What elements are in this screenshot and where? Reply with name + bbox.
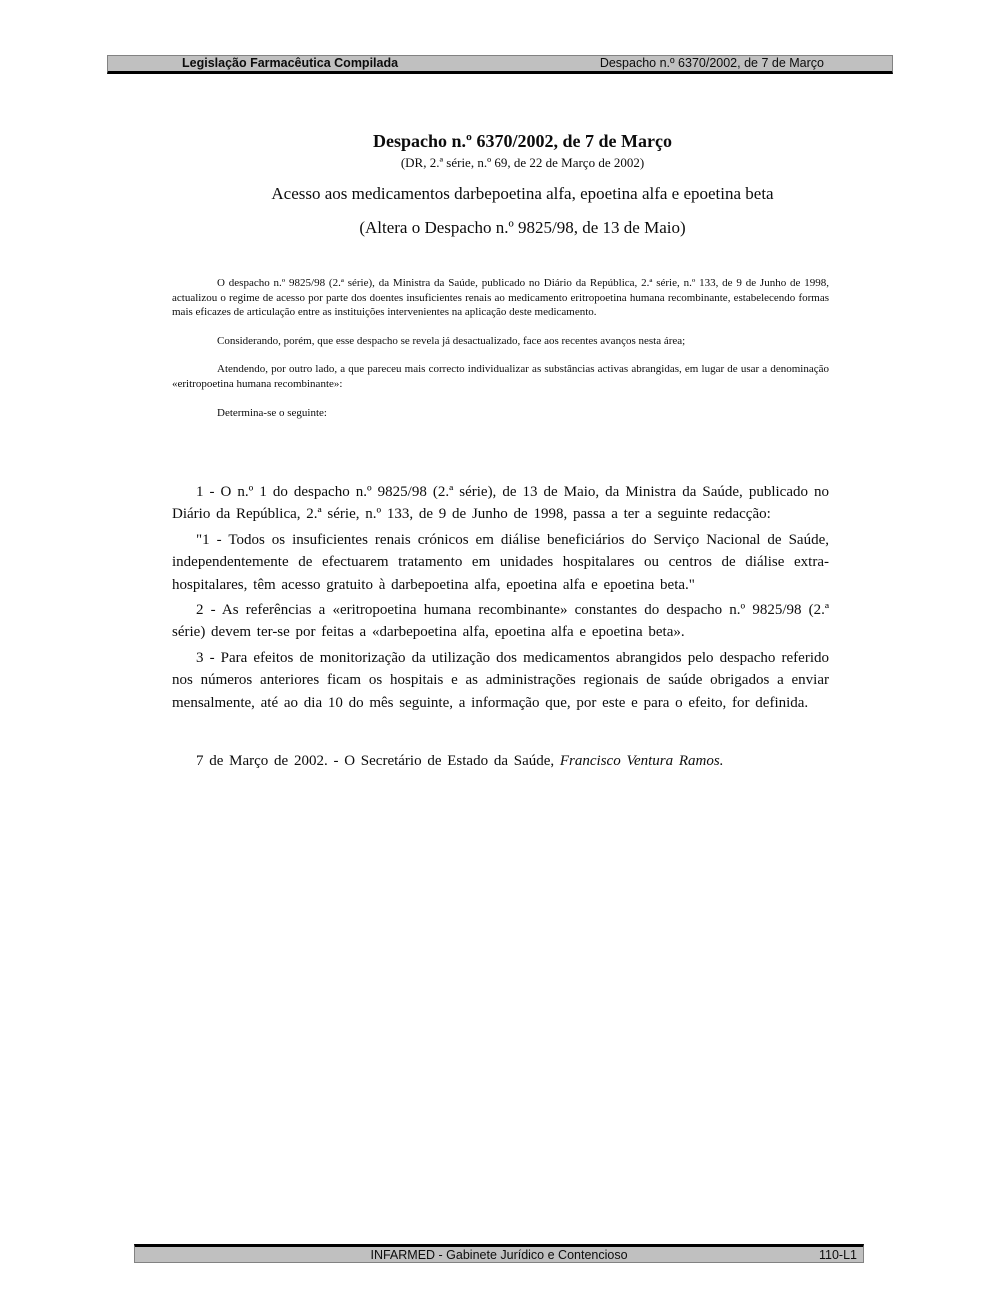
signature-date-text: 7 de Março de 2002. - O Secretário de Estado da Saúde, [196,753,560,770]
document-amendment: (Altera o Despacho n.º 9825/98, de 13 de Maio) [359,218,686,237]
body-paragraph-2: 2 - As referências a «eritropoetina humana recombinante» constantes do despacho n.º 9825/98 (2.ª série) devem ter-se por feitas a «darbepoetina alfa, epoetina alfa e epoetina beta». [172,602,829,641]
preamble-paragraph-1: O despacho n.º 9825/98 (2.ª série), da Ministra da Saúde, publicado no Diário da República, 2.ª série, n.º 133, de 9 de Junho de 1998, actualizou o regime de acesso por parte dos doentes insuficientes renais ao medicamento eritropoetina humana recombinante, estabelecendo formas mais eficazes de articulação entre as instituições intervenientes na aplicação deste medicamento. [172,277,829,319]
body-paragraph-quote: "1 - Todos os insuficientes renais crónicos em diálise beneficiários do Serviço Nacional de Saúde, independentemente de efectuarem tratamento em unidades hospitalares ou centros de diálise extra-hospitalares, têm acesso gratuito à darbepoetina alfa, epoetina alfa e epoetina beta." [172,531,829,593]
body-paragraph-3: 3 - Para efeitos de monitorização da utilização dos medicamentos abrangidos pelo despacho referido nos números anteriores ficam os hospitais e as administrações regionais de saúde obrigados a enviar mensalmente, até ao dia 10 do mês seguinte, a informação que, por este e para o efeito, for definida. [172,649,829,711]
page-footer-bar [134,1244,864,1263]
preamble-paragraph-2: Considerando, porém, que esse despacho se revela já desactualizado, face aos recentes avanços nesta área; [217,334,686,347]
page-header-bar [107,55,893,74]
preamble-paragraph-3: Atendendo, por outro lado, a que pareceu mais correcto individualizar as substâncias activas abrangidas, em lugar de usar a denominação «eritropoetina humana recombinante»: [172,363,829,390]
body-paragraph-1: 1 - O n.º 1 do despacho n.º 9825/98 (2.ª série), de 13 de Maio, da Ministra da Saúde, publicado no Diário da República, 2.ª série, n.º 133, de 9 de Junho de 1998, passa a ter a seguinte redacção: [172,484,829,523]
footer-page-code: 110-L1 [819,1248,857,1262]
body-section [172,481,829,775]
preamble-paragraph-4: Determina-se o seguinte: [217,406,327,419]
document-subject: Acesso aos medicamentos darbepoetina alfa, epoetina alfa e epoetina beta [271,184,774,203]
signature-line [172,750,829,772]
title-block [216,130,829,238]
dr-reference: (DR, 2.ª série, n.º 69, de 22 de Março de 2002) [400,155,645,170]
header-collection-title: Legislação Farmacêutica Compilada [182,56,399,70]
document-title: Despacho n.º 6370/2002, de 7 de Março [373,131,672,151]
preamble-section [172,276,829,434]
footer-office: INFARMED - Gabinete Jurídico e Contencioso [370,1248,628,1262]
header-document-title: Despacho n.º 6370/2002, de 7 de Março [599,56,824,70]
signatory-name: Francisco Ventura Ramos. [559,753,724,770]
